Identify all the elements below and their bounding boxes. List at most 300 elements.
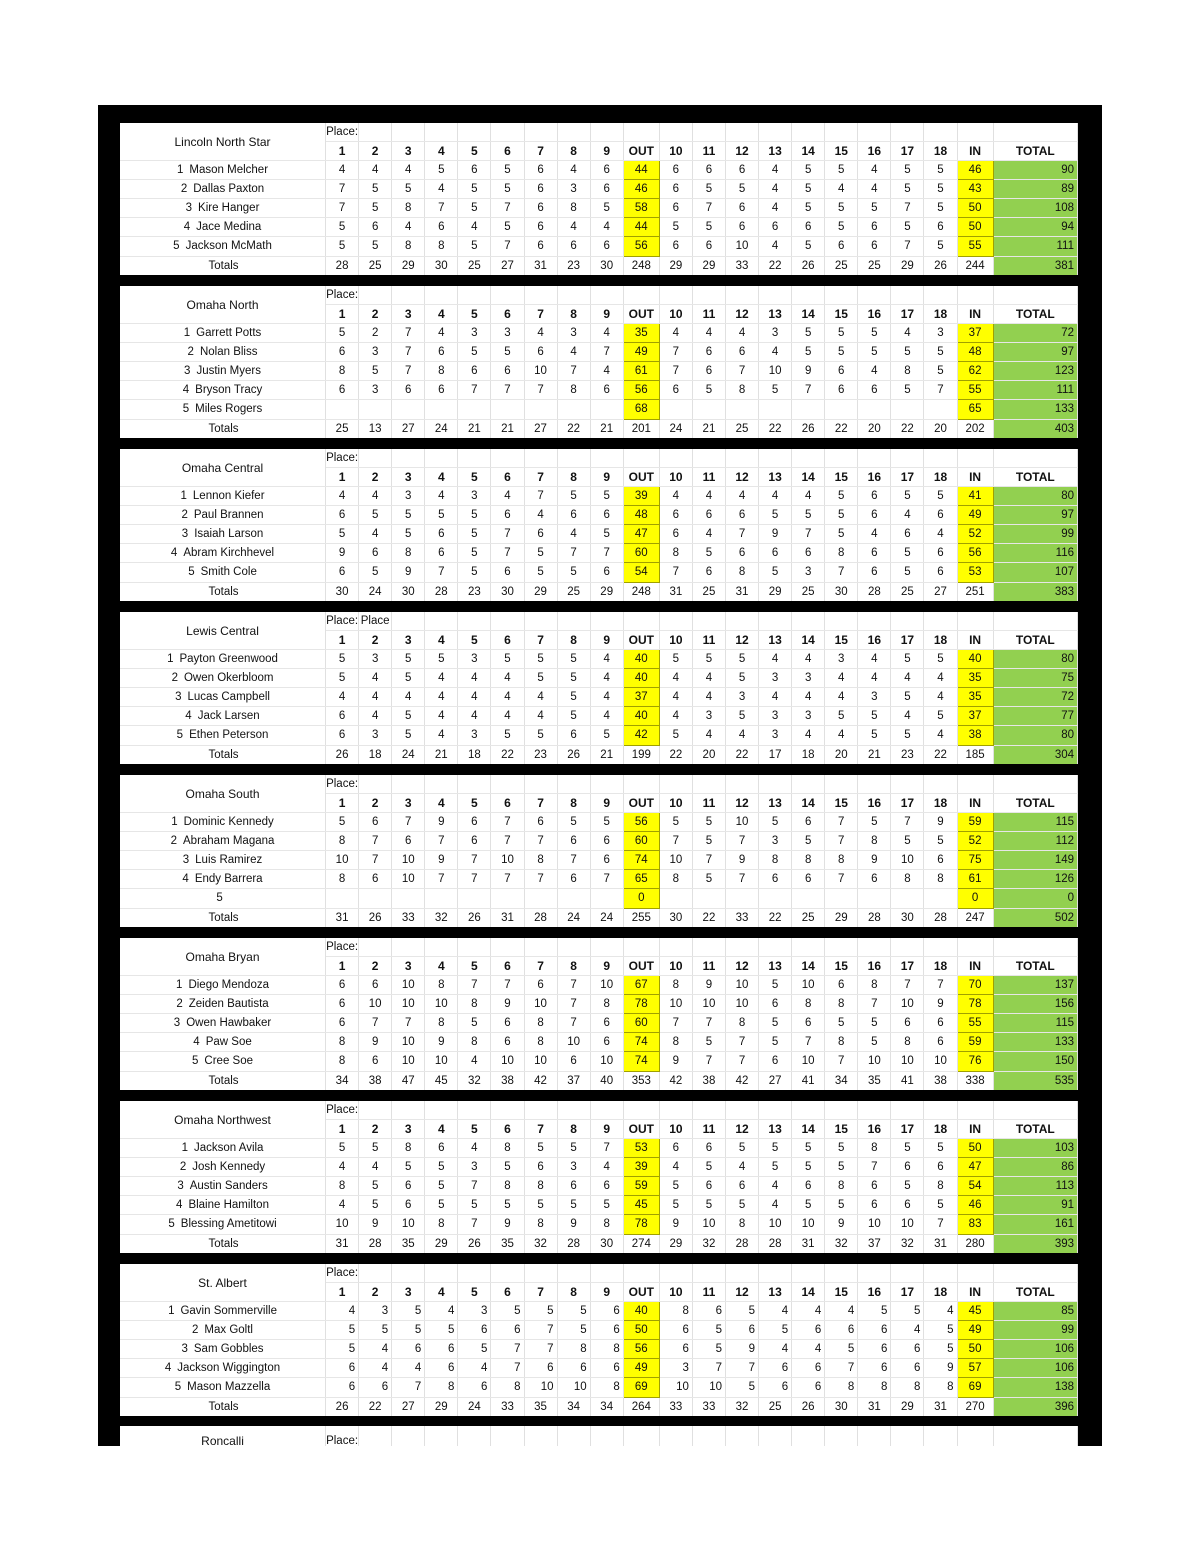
hole-score: 7 — [557, 976, 590, 995]
hole-total: 25 — [458, 256, 491, 275]
hole-score: 4 — [759, 1340, 792, 1359]
hole-score — [524, 400, 557, 419]
empty-cell — [993, 1264, 1077, 1283]
player-row — [120, 813, 1078, 832]
total-score: 106 — [993, 1340, 1077, 1359]
player-cell — [120, 343, 326, 362]
hole-score: 6 — [359, 870, 392, 889]
hole-score: 4 — [392, 688, 425, 707]
hole-header: 9 — [590, 1283, 623, 1302]
hole-score: 10 — [725, 237, 758, 256]
hole-score: 6 — [924, 506, 957, 525]
hole-header: 16 — [858, 142, 891, 161]
hole-score: 10 — [659, 995, 692, 1014]
hole-score: 8 — [326, 832, 359, 851]
hole-header: 12 — [725, 794, 758, 813]
player-cell — [120, 487, 326, 506]
hole-score: 4 — [425, 707, 458, 726]
player-name: Gavin Sommerville — [180, 1305, 277, 1318]
hole-header: 8 — [557, 468, 590, 487]
empty-cell — [993, 938, 1077, 957]
empty-cell — [458, 612, 491, 631]
totals-row — [120, 908, 1078, 927]
hole-score — [326, 889, 359, 908]
player-number: 2 — [187, 346, 194, 359]
empty-cell — [792, 1101, 825, 1120]
hole-score: 7 — [557, 1014, 590, 1033]
hole-score: 5 — [725, 1139, 758, 1158]
hole-score: 10 — [891, 851, 924, 870]
hole-header: 17 — [891, 1283, 924, 1302]
in-score: 52 — [957, 525, 993, 544]
hole-total: 32 — [425, 908, 458, 927]
hole-score: 6 — [891, 1340, 924, 1359]
empty-cell — [957, 1101, 993, 1120]
hole-score: 6 — [359, 544, 392, 563]
hole-score: 7 — [858, 995, 891, 1014]
hole-score: 9 — [858, 851, 891, 870]
hole-score: 10 — [326, 851, 359, 870]
empty-cell — [359, 1426, 392, 1446]
hole-score: 7 — [359, 851, 392, 870]
totals-label: Totals — [120, 1071, 326, 1090]
hole-score: 4 — [425, 324, 458, 343]
hole-score: 7 — [491, 199, 524, 218]
hole-header: 11 — [692, 957, 725, 976]
hole-score: 8 — [659, 870, 692, 889]
empty-cell — [557, 775, 590, 794]
place-label: Place: — [326, 612, 359, 631]
hole-header: 13 — [759, 631, 792, 650]
hole-header: 14 — [792, 631, 825, 650]
hole-total: 35 — [524, 1397, 557, 1416]
hole-score: 5 — [759, 563, 792, 582]
place-label-2 — [359, 123, 392, 142]
hole-score: 6 — [491, 563, 524, 582]
out-score: 42 — [623, 726, 659, 745]
empty-cell — [957, 1426, 993, 1446]
hole-score: 6 — [792, 870, 825, 889]
hole-total: 28 — [858, 582, 891, 601]
in-total: 280 — [957, 1234, 993, 1253]
player-cell — [120, 1196, 326, 1215]
out-score: 68 — [623, 400, 659, 419]
hole-header: 9 — [590, 468, 623, 487]
hole-total: 31 — [725, 582, 758, 601]
player-cell — [120, 976, 326, 995]
hole-total: 22 — [924, 745, 957, 764]
hole-score: 7 — [491, 381, 524, 400]
hole-total: 30 — [392, 582, 425, 601]
hole-total: 37 — [858, 1234, 891, 1253]
hole-score: 6 — [825, 362, 858, 381]
hole-score — [659, 400, 692, 419]
hole-score: 4 — [557, 343, 590, 362]
out-score: 39 — [623, 1158, 659, 1177]
hole-total: 23 — [891, 745, 924, 764]
hole-total: 32 — [891, 1234, 924, 1253]
hole-score: 5 — [924, 1196, 957, 1215]
hole-score: 8 — [425, 1378, 458, 1397]
hole-score: 5 — [891, 1139, 924, 1158]
hole-score: 4 — [659, 688, 692, 707]
hole-score: 7 — [924, 1215, 957, 1234]
hole-score: 5 — [491, 1302, 524, 1321]
player-name: Payton Greenwood — [179, 653, 278, 666]
hole-score: 7 — [425, 563, 458, 582]
place-label: Place: — [326, 1101, 359, 1120]
out-header: OUT — [623, 794, 659, 813]
hole-score: 8 — [590, 1215, 623, 1234]
hole-score: 6 — [359, 813, 392, 832]
hole-header: 12 — [725, 305, 758, 324]
scorecard-table — [120, 286, 1078, 438]
hole-score: 5 — [792, 199, 825, 218]
totals-row — [120, 1397, 1078, 1416]
hole-score: 6 — [590, 1177, 623, 1196]
out-total: 201 — [623, 419, 659, 438]
hole-score: 5 — [692, 1196, 725, 1215]
empty-cell — [557, 286, 590, 305]
empty-cell — [623, 1101, 659, 1120]
player-cell — [120, 870, 326, 889]
team-total: 393 — [993, 1234, 1077, 1253]
out-score: 69 — [623, 1378, 659, 1397]
empty-cell — [659, 1426, 692, 1446]
team-scorecard — [120, 123, 1078, 275]
place-label-2 — [359, 938, 392, 957]
empty-cell — [858, 123, 891, 142]
hole-score: 3 — [359, 343, 392, 362]
empty-cell — [425, 1264, 458, 1283]
hole-score: 5 — [557, 688, 590, 707]
empty-cell — [993, 286, 1077, 305]
hole-score: 4 — [491, 707, 524, 726]
player-cell — [120, 362, 326, 381]
out-score: 74 — [623, 851, 659, 870]
hole-score: 6 — [392, 1196, 425, 1215]
total-score: 138 — [993, 1378, 1077, 1397]
player-number: 1 — [180, 490, 187, 503]
hole-total: 33 — [725, 256, 758, 275]
empty-cell — [957, 1264, 993, 1283]
hole-total: 45 — [425, 1071, 458, 1090]
hole-score: 4 — [590, 324, 623, 343]
empty-cell — [425, 1426, 458, 1446]
player-name: Paul Brannen — [193, 509, 264, 522]
hole-header: 1 — [326, 631, 359, 650]
team-total: 403 — [993, 419, 1077, 438]
empty-cell — [759, 286, 792, 305]
out-score: 67 — [623, 976, 659, 995]
hole-header: 13 — [759, 468, 792, 487]
hole-score: 5 — [392, 180, 425, 199]
hole-score: 4 — [491, 688, 524, 707]
hole-score: 5 — [590, 1196, 623, 1215]
hole-score: 5 — [692, 180, 725, 199]
player-cell — [120, 237, 326, 256]
player-number: 4 — [170, 547, 178, 560]
hole-total: 29 — [659, 256, 692, 275]
hole-header: 5 — [458, 1120, 491, 1139]
hole-score — [792, 889, 825, 908]
empty-cell — [524, 938, 557, 957]
hole-score: 8 — [858, 1378, 891, 1397]
hole-score: 5 — [759, 1139, 792, 1158]
hole-header: 16 — [858, 1283, 891, 1302]
hole-header: 17 — [891, 794, 924, 813]
empty-cell — [491, 938, 524, 957]
hole-header: 18 — [924, 631, 957, 650]
hole-total: 22 — [759, 419, 792, 438]
empty-cell — [458, 1101, 491, 1120]
out-score: 74 — [623, 1033, 659, 1052]
hole-score: 6 — [326, 1359, 359, 1378]
hole-score: 6 — [458, 813, 491, 832]
hole-score: 3 — [792, 707, 825, 726]
hole-header: 6 — [491, 468, 524, 487]
hole-score: 9 — [659, 1215, 692, 1234]
hole-score: 6 — [891, 1014, 924, 1033]
hole-score: 5 — [759, 1158, 792, 1177]
place-label-2 — [359, 1101, 392, 1120]
hole-score: 6 — [524, 199, 557, 218]
hole-score: 4 — [725, 1158, 758, 1177]
in-score: 53 — [957, 563, 993, 582]
out-score: 49 — [623, 1359, 659, 1378]
player-row — [120, 995, 1078, 1014]
hole-total: 28 — [858, 908, 891, 927]
hole-score: 5 — [326, 1139, 359, 1158]
hole-score: 7 — [792, 525, 825, 544]
hole-score: 6 — [759, 995, 792, 1014]
hole-score: 6 — [792, 1359, 825, 1378]
out-header: OUT — [623, 1120, 659, 1139]
hole-score: 5 — [326, 669, 359, 688]
hole-total: 27 — [491, 256, 524, 275]
empty-cell — [792, 1426, 825, 1446]
empty-cell — [957, 938, 993, 957]
hole-score: 6 — [557, 1177, 590, 1196]
totals-label: Totals — [120, 419, 326, 438]
hole-header: 3 — [392, 794, 425, 813]
hole-header: 10 — [659, 468, 692, 487]
hole-score: 4 — [359, 707, 392, 726]
empty-cell — [623, 1264, 659, 1283]
empty-cell — [725, 612, 758, 631]
hole-total: 20 — [924, 419, 957, 438]
empty-cell — [759, 775, 792, 794]
out-score: 50 — [623, 1321, 659, 1340]
total-score: 113 — [993, 1177, 1077, 1196]
hole-score: 4 — [759, 688, 792, 707]
hole-score: 5 — [491, 650, 524, 669]
total-header: TOTAL — [993, 305, 1077, 324]
hole-total: 31 — [792, 1234, 825, 1253]
empty-cell — [924, 1426, 957, 1446]
team-name: Lincoln North Star — [120, 123, 326, 161]
hole-score: 3 — [458, 650, 491, 669]
hole-score: 5 — [326, 650, 359, 669]
hole-score: 4 — [359, 1359, 392, 1378]
out-header: OUT — [623, 631, 659, 650]
hole-header: 1 — [326, 794, 359, 813]
hole-score — [524, 889, 557, 908]
hole-header: 9 — [590, 794, 623, 813]
hole-header: 10 — [659, 957, 692, 976]
empty-cell — [491, 449, 524, 468]
hole-score: 7 — [825, 813, 858, 832]
place-label: Place: — [326, 1426, 359, 1446]
hole-score: 4 — [425, 688, 458, 707]
empty-cell — [725, 1426, 758, 1446]
hole-total: 26 — [924, 256, 957, 275]
hole-score: 7 — [524, 381, 557, 400]
hole-score: 5 — [524, 563, 557, 582]
hole-score: 4 — [924, 688, 957, 707]
hole-score: 6 — [590, 1014, 623, 1033]
player-name: Abraham Magana — [183, 835, 275, 848]
hole-score: 5 — [590, 199, 623, 218]
empty-cell — [425, 286, 458, 305]
team-total: 304 — [993, 745, 1077, 764]
hole-score: 7 — [825, 870, 858, 889]
out-score: 37 — [623, 688, 659, 707]
hole-total: 34 — [590, 1397, 623, 1416]
player-row — [120, 1215, 1078, 1234]
hole-header: 16 — [858, 468, 891, 487]
place-row — [120, 1101, 1078, 1120]
hole-score: 7 — [524, 870, 557, 889]
hole-score: 7 — [392, 813, 425, 832]
empty-cell — [891, 612, 924, 631]
hole-score: 3 — [725, 688, 758, 707]
team-name: Omaha Central — [120, 449, 326, 487]
out-score: 74 — [623, 1052, 659, 1071]
empty-cell — [524, 775, 557, 794]
totals-row — [120, 745, 1078, 764]
out-score: 56 — [623, 381, 659, 400]
hole-score: 7 — [557, 851, 590, 870]
hole-score: 8 — [858, 1139, 891, 1158]
hole-score: 7 — [392, 324, 425, 343]
player-row — [120, 669, 1078, 688]
player-number: 5 — [176, 729, 184, 742]
hole-header: 2 — [359, 794, 392, 813]
hole-score: 6 — [590, 381, 623, 400]
hole-score: 10 — [392, 976, 425, 995]
empty-cell — [725, 286, 758, 305]
hole-header: 4 — [425, 1120, 458, 1139]
hole-score: 8 — [825, 995, 858, 1014]
hole-score: 10 — [891, 995, 924, 1014]
totals-row — [120, 582, 1078, 601]
hole-score: 4 — [590, 1158, 623, 1177]
empty-cell — [792, 612, 825, 631]
hole-score: 5 — [825, 506, 858, 525]
hole-total: 21 — [590, 745, 623, 764]
player-row — [120, 976, 1078, 995]
player-number: 4 — [176, 1199, 183, 1212]
hole-total: 27 — [392, 419, 425, 438]
player-row — [120, 1378, 1078, 1397]
empty-cell — [590, 123, 623, 142]
empty-cell — [891, 1264, 924, 1283]
place-row — [120, 938, 1078, 957]
empty-cell — [825, 123, 858, 142]
hole-total: 32 — [725, 1397, 758, 1416]
out-score: 56 — [623, 813, 659, 832]
hole-total: 29 — [392, 256, 425, 275]
hole-score: 5 — [924, 832, 957, 851]
hole-score: 9 — [924, 813, 957, 832]
hole-score: 7 — [557, 544, 590, 563]
hole-header: 4 — [425, 1283, 458, 1302]
hole-total: 22 — [557, 419, 590, 438]
empty-cell — [993, 1426, 1077, 1446]
empty-cell — [491, 123, 524, 142]
hole-total: 26 — [326, 745, 359, 764]
hole-score: 5 — [759, 813, 792, 832]
player-number: 4 — [164, 1362, 172, 1375]
empty-cell — [957, 449, 993, 468]
hole-score: 6 — [491, 1014, 524, 1033]
hole-score: 4 — [359, 1340, 392, 1359]
hole-total: 20 — [858, 419, 891, 438]
hole-score: 7 — [491, 870, 524, 889]
total-score: 150 — [993, 1052, 1077, 1071]
hole-score: 6 — [524, 218, 557, 237]
hole-score: 8 — [725, 1014, 758, 1033]
hole-score: 6 — [692, 1177, 725, 1196]
hole-score: 8 — [659, 1033, 692, 1052]
hole-score: 5 — [557, 707, 590, 726]
in-score: 35 — [957, 688, 993, 707]
empty-cell — [425, 449, 458, 468]
hole-score: 10 — [557, 1378, 590, 1397]
empty-cell — [891, 123, 924, 142]
hole-score: 4 — [792, 1302, 825, 1321]
totals-row — [120, 1071, 1078, 1090]
hole-score: 5 — [858, 199, 891, 218]
empty-cell — [957, 123, 993, 142]
total-score: 149 — [993, 851, 1077, 870]
empty-cell — [858, 775, 891, 794]
hole-total: 30 — [491, 582, 524, 601]
hole-total: 31 — [326, 908, 359, 927]
hole-score: 5 — [557, 563, 590, 582]
player-row — [120, 487, 1078, 506]
hole-score — [425, 400, 458, 419]
team-total: 396 — [993, 1397, 1077, 1416]
hole-header: 8 — [557, 631, 590, 650]
empty-cell — [993, 775, 1077, 794]
hole-score: 6 — [692, 237, 725, 256]
total-score: 115 — [993, 813, 1077, 832]
empty-cell — [590, 1426, 623, 1446]
hole-score: 8 — [524, 1177, 557, 1196]
hole-score — [425, 889, 458, 908]
hole-score: 6 — [759, 1359, 792, 1378]
hole-score: 6 — [524, 525, 557, 544]
hole-score: 7 — [590, 1139, 623, 1158]
hole-total: 30 — [590, 256, 623, 275]
empty-cell — [524, 449, 557, 468]
player-row — [120, 1340, 1078, 1359]
hole-header: 16 — [858, 305, 891, 324]
hole-header: 1 — [326, 305, 359, 324]
hole-score: 8 — [425, 362, 458, 381]
